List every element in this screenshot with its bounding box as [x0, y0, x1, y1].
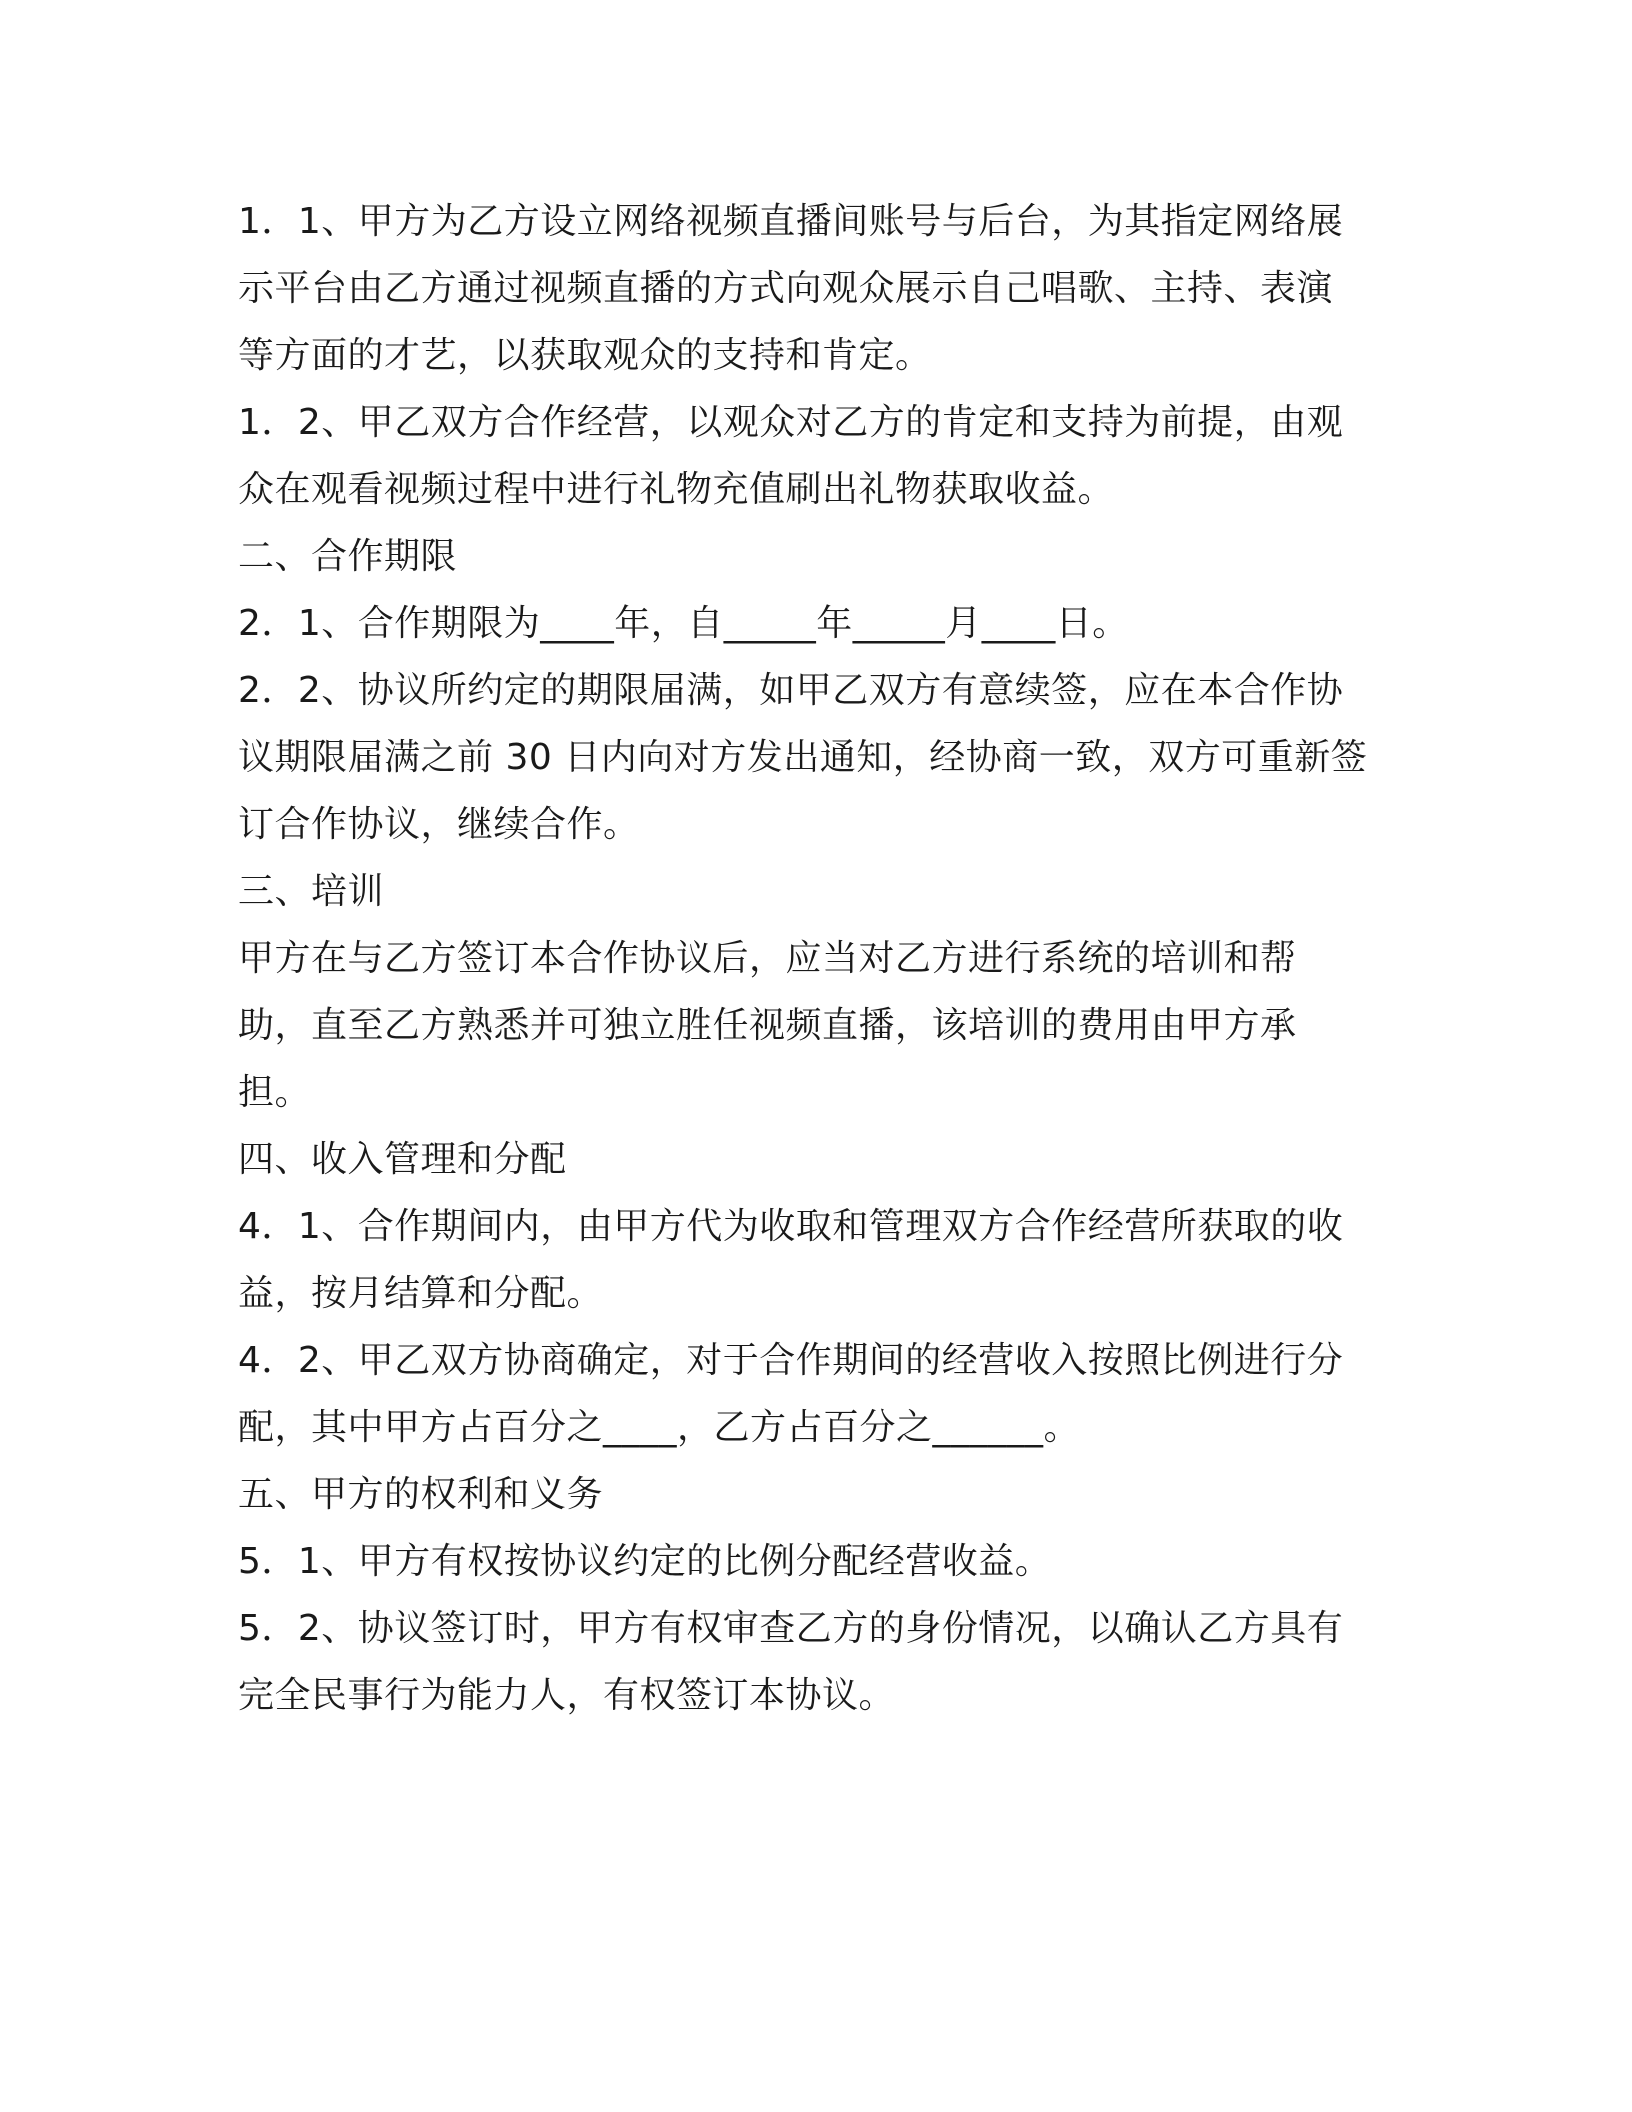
text-line: 1．2、甲乙双方合作经营，以观众对乙方的肯定和支持为前提，由观: [238, 402, 1344, 443]
section-heading: 二、合作期限: [238, 536, 458, 577]
text-line: 2．1、合作期限为____年，自_____年_____月____日。: [238, 603, 1129, 644]
text-line: 5．1、甲方有权按协议约定的比例分配经营收益。: [238, 1541, 1052, 1582]
text-line: 众在观看视频过程中进行礼物充值刷出礼物获取收益。: [238, 469, 1115, 510]
text-line: 示平台由乙方通过视频直播的方式向观众展示自己唱歌、主持、表演: [238, 268, 1334, 309]
text-line: 1．1、甲方为乙方设立网络视频直播间账号与后台，为其指定网络展: [238, 201, 1344, 242]
text-line: 益，按月结算和分配。: [238, 1273, 604, 1314]
section-heading: 三、培训: [238, 871, 385, 912]
text-line: 担。: [238, 1072, 312, 1113]
text-line: 完全民事行为能力人，有权签订本协议。: [238, 1675, 896, 1716]
text-line: 订合作协议，继续合作。: [238, 804, 640, 845]
section-heading: 四、收入管理和分配: [238, 1139, 567, 1180]
document-body: [238, 188, 1398, 1729]
text-line: 4．1、合作期间内，由甲方代为收取和管理双方合作经营所获取的收: [238, 1206, 1344, 1247]
text-line: 议期限届满之前 30 日内向对方发出通知，经协商一致，双方可重新签: [238, 737, 1368, 778]
text-line: 配，其中甲方占百分之____，乙方占百分之______。: [238, 1407, 1081, 1448]
section-heading: 五、甲方的权利和义务: [238, 1474, 604, 1515]
text-line: 等方面的才艺，以获取观众的支持和肯定。: [238, 335, 932, 376]
text-line: 2．2、协议所约定的期限届满，如甲乙双方有意续签，应在本合作协: [238, 670, 1344, 711]
text-line: 甲方在与乙方签订本合作协议后，应当对乙方进行系统的培训和帮: [238, 938, 1297, 979]
text-line: 5．2、协议签订时，甲方有权审查乙方的身份情况，以确认乙方具有: [238, 1608, 1344, 1649]
text-line: 4．2、甲乙双方协商确定，对于合作期间的经营收入按照比例进行分: [238, 1340, 1344, 1381]
text-line: 助，直至乙方熟悉并可独立胜任视频直播，该培训的费用由甲方承: [238, 1005, 1297, 1046]
